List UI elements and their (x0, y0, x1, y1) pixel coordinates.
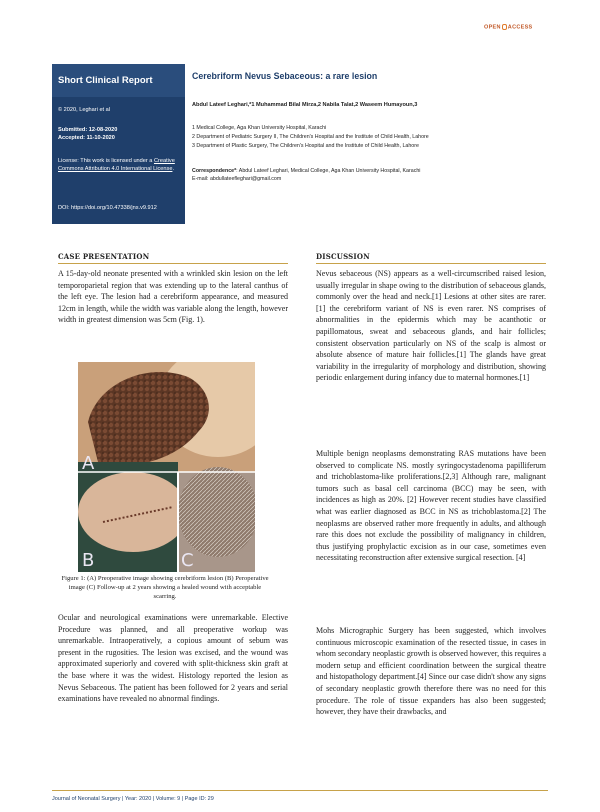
clinical-figure (78, 362, 255, 572)
license-link[interactable]: Creative Commons Attribution 4.0 International License (58, 158, 175, 172)
access-text: ACCESS (507, 24, 533, 31)
clinical-photo-collage (78, 362, 255, 572)
article-title: Cerebriform Nevus Sebaceous: a rare lesion (192, 71, 378, 81)
submitted-date: Submitted: 12-08-2020 (58, 127, 118, 133)
copyright: © 2020, Leghari et al (58, 107, 111, 113)
figure-caption: Figure 1: (A) Preoperative image showing cerebriform lesion (B) Peroperative image (C) Follow-up at 2 years showing a healed wound with acceptable scarring. (61, 575, 269, 600)
section-rule (58, 263, 288, 264)
footer-rule (52, 790, 548, 791)
case-paragraph-2: Ocular and neurological examinations were unremarkable. Elective Procedure was planned, and all preoperative workup was unremarkable. Intraoperatively, a copious amount of sebum was present in the rugosities. The lesion was excised, and the wound was approximated superiorly and covered with split-thickness skin graft at the base where it was the widest. Histology reported the lesion as Nevus Sebaceous. The patient has been followed for 2 years and serial examinations have revealed no abnormal findings. (58, 613, 288, 704)
report-type-heading: Short Clinical Report (52, 64, 185, 97)
discussion-heading: DISCUSSION (316, 252, 370, 261)
affiliation-3: 3 Department of Plastic Surgery, The Children's Hospital and the Institute of Child Health, Lahore (192, 143, 419, 149)
case-presentation-heading: CASE PRESENTATION (58, 252, 150, 261)
photo-label-b: B (82, 550, 95, 571)
affiliation-2: 2 Department of Pediatric Surgery II, The Children's Hospital and the Institute of Child Health, Lahore (192, 134, 429, 140)
discussion-paragraph-2: Multiple benign neoplasms demonstrating RAS mutations have been observed to complicate NS. mostly syringocystadenoma papilliferum and trichoblastoma-like proliferations.[2,3] Although rare, malignant tumors such as basal cell carcinoma (BCC) may be seen, with incidences as high as 20%. [2] However recent studies have classified what was earlier diagnosed as BCC in NS as trichoblastoma.[2] The neoplasms are observed rather more frequently in adults, and although rare this does not exclude the possibility of malignancy in children, thus justifying prophylactic excision as in our case, sometimes even necessitating reconstruction after extensive surgical resection. [4] (316, 449, 546, 563)
discussion-paragraph-3: Mohs Micrographic Surgery has been suggested, which involves continuous microscopic examination of the resected tissue, in cases in whom secondary neoplastic growth is observed however, this requires a modern setup and efficient coordination between the surgical theatre and histopathology department.[4] Since our case didn't show any signs of secondary neoplastic growth therefore there was no need for this procedure. The role of tissue expanders has also been suggested; however, they have their drawbacks, and (316, 626, 546, 717)
section-rule (316, 263, 546, 264)
footer-text: Journal of Neonatal Surgery | Year: 2020 | Volume: 9 | Page ID: 29 (52, 796, 214, 802)
open-access-badge (484, 24, 533, 30)
author-list: Abdul Lateef Leghari,*1 Muhammad Bilal Mirza,2 Nabila Talat,2 Waseem Humayoun,3 (192, 102, 418, 108)
open-access-text: OPEN (484, 24, 501, 31)
correspondence: Correspondence*: Abdul Lateef Leghari, Medical College, Aga Khan University Hospital, Karachi (192, 168, 421, 174)
photo-label-a: A (82, 453, 95, 474)
photo-label-c: C (181, 550, 194, 571)
correspondence-email[interactable]: E-mail: abdullateefleghari@gmail.com (192, 176, 282, 182)
accepted-date: Accepted: 11-10-2020 (58, 135, 115, 141)
doi-text[interactable]: DOI: https://doi.org/10.47338/jns.v9.912 (58, 205, 157, 211)
license-text: License: This work is licensed under a Creative Commons Attribution 4.0 International License. (58, 158, 175, 172)
affiliation-1: 1 Medical College, Aga Khan University Hospital, Karachi (192, 125, 327, 131)
discussion-paragraph-1: Nevus sebaceous (NS) appears as a well-circumscribed raised lesion, usually irregular in shape owing to the distribution of sebaceous glands, commonly over the head and neck.[1] Lesions at other sites are rarer.[1] the cerebriform variant of NS is even rarer. NS comprises of abnormalities in the epidermis which may be acanthotic or papillomatous, sweat and sebaceous glands, and hair follicles; consistent observation particularly on NS of the scalp is almost or absolute absence of mature hair follicles.[1] The glands have great variability in the irregularity of morphology and distribution, showing periodic enlargement during infancy due to maternal hormones.[1] (316, 269, 546, 383)
open-lock-icon (502, 24, 507, 30)
sidebar-panel (52, 64, 185, 224)
case-paragraph-1: A 15-day-old neonate presented with a wrinkled skin lesion on the left temporoparietal region that was extending up to the lateral canthus of the left eye. The lesion had a cerebriform appearance, and measured 12cm in length, while the width was variable along the length, however width in greatest dimension was 5cm (Fig. 1). (58, 269, 288, 325)
